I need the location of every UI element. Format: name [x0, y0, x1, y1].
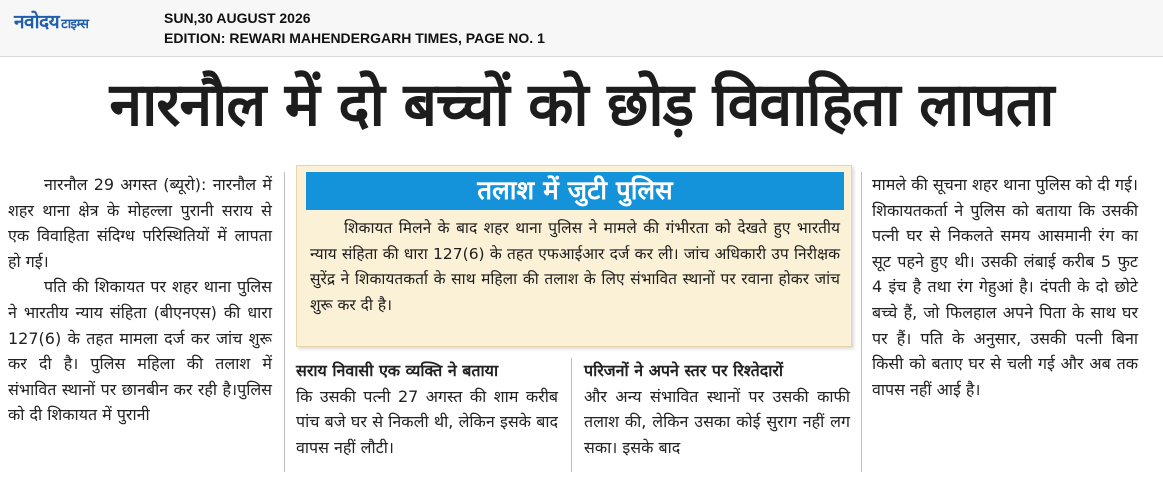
article-column-1	[8, 172, 272, 428]
article-headline: नारनौल में दो बच्चों को छोड़ विवाहिता लापता	[109, 70, 1054, 140]
sidebar-header	[306, 172, 844, 210]
edition-date: SUN,30 AUGUST 2026	[164, 10, 311, 26]
column-lead: सराय निवासी एक व्यक्ति ने बताया	[296, 361, 499, 380]
sidebar-text: शिकायत मिलने के बाद शहर थाना पुलिस ने मामले की गंभीरता को देखते हुए भारतीय न्याय संहिता की धारा 127(6) के तहत एफआईआर दर्ज कर ली। जांच अधिकारी उप निरीक्षक सुरेंद्र ने शिकायतकर्ता के साथ महिला की तलाश के लिए संभावित स्थानों पर रवाना होकर जांच शुरू कर दी है।	[310, 219, 840, 314]
column-lead: परिजनों ने अपने स्तर पर रिश्तेदारों	[584, 361, 784, 380]
edition-name: EDITION: REWARI MAHENDERGARH TIMES, PAGE NO. 1	[164, 30, 545, 46]
article-column-2	[296, 358, 558, 460]
article-paragraph: कि उसकी पत्नी 27 अगस्त की शाम करीब पांच बजे घर से निकली थी, लेकिन इसके बाद वापस नहीं लौटी।	[296, 386, 558, 457]
logo-sub: टाइम्स	[61, 17, 89, 32]
article-column-4	[872, 172, 1138, 402]
article-paragraph: मामले की सूचना शहर थाना पुलिस को दी गई। शिकायतकर्ता ने पुलिस को बताया कि उसकी पत्नी घर से निकलते समय आसमानी रंग का सूट पहने हुए थी। उसकी लंबाई करीब 5 फुट 4 इंच है तथा रंग गेहुआं है। दंपती के दो छोटे बच्चे हैं, जो फिलहाल अपने पिता के साथ घर पर हैं। पति के अनुसार, उसकी पत्नी बिना किसी को बताए घर से चली गई और अब तक वापस नहीं आई है।	[872, 175, 1138, 399]
article-paragraph: और अन्य संभावित स्थानों पर उसकी काफी तलाश की, लेकिन उसका कोई सुराग नहीं लग सका। इसके बाद	[584, 386, 850, 457]
masthead-bar	[0, 0, 1163, 57]
column-divider	[861, 172, 862, 472]
article-paragraph: नारनौल 29 अगस्त (ब्यूरो): नारनौल में शहर थाना क्षेत्र के मोहल्ला पुरानी सराय से एक विवाहिता संदिग्ध परिस्थितियों में लापता हो गई।	[8, 175, 272, 271]
column-divider	[284, 172, 285, 472]
article-column-3	[584, 358, 850, 460]
logo-main: नवोदय	[14, 11, 60, 33]
article-paragraph: पति की शिकायत पर शहर थाना पुलिस ने भारतीय न्याय संहिता (बीएनएस) की धारा 127(6) के तहत मामला दर्ज कर जांच शुरू कर दी है। पुलिस महिला की तलाश में संभावित स्थानों पर छानबीन कर रही है।पुलिस को दी शिकायत में पुरानी	[8, 277, 272, 425]
column-divider	[571, 358, 572, 472]
sidebar-title: तलाश में जुटी पुलिस	[477, 176, 673, 206]
edition-info	[164, 8, 545, 48]
newspaper-logo	[14, 8, 88, 34]
